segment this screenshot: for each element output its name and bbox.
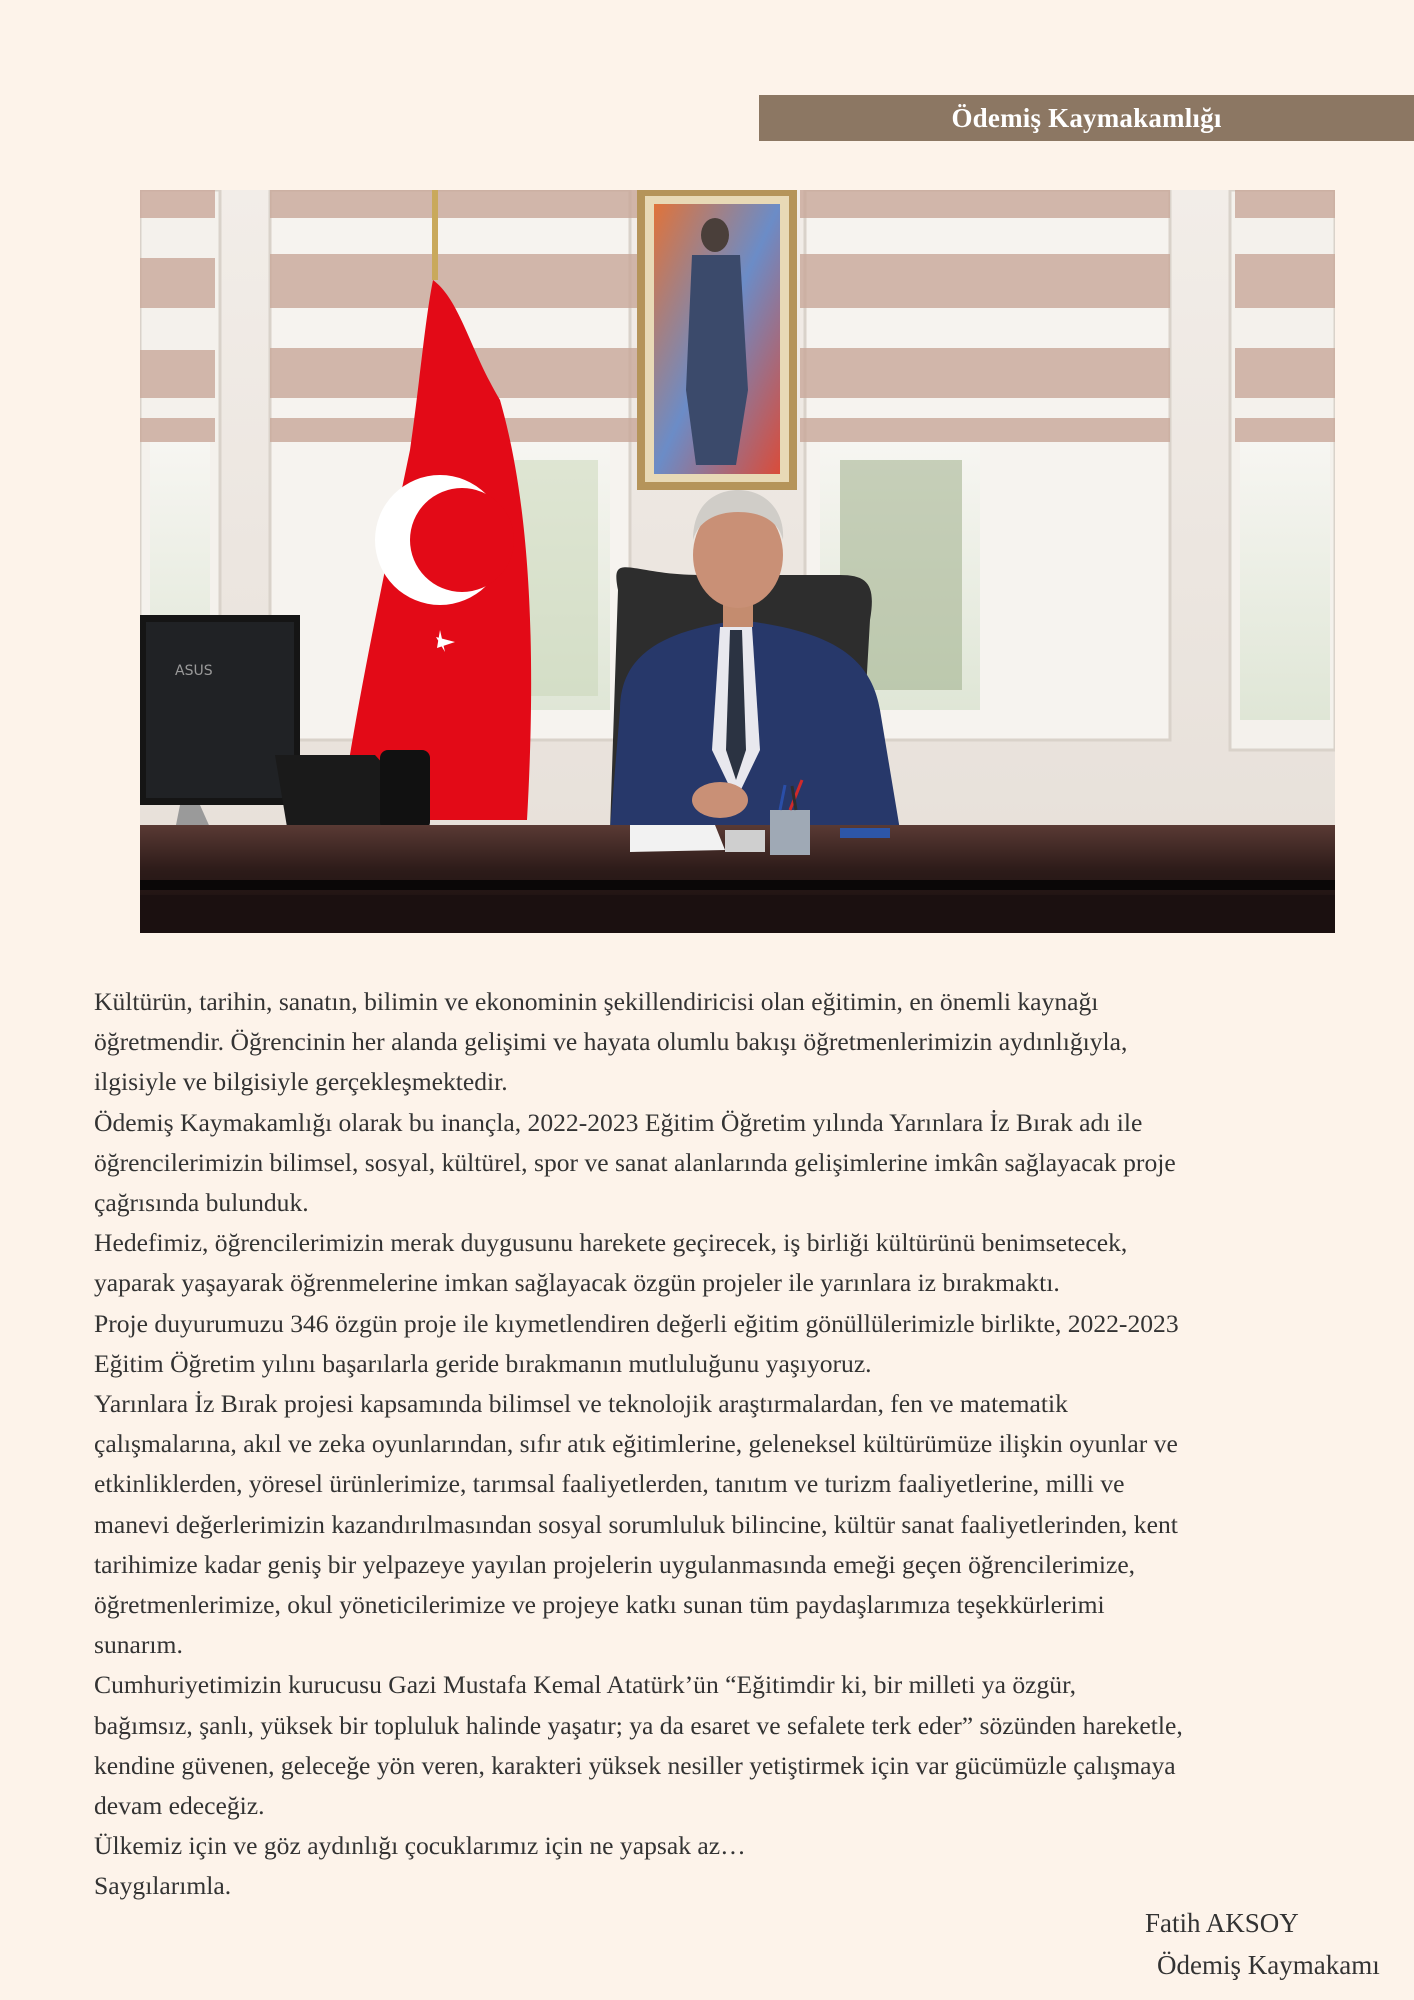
body-line: etkinliklerden, yöresel ürünlerimize, tarımsal faaliyetlerden, tanıtım ve turizm faaliyetlerine, milli ve	[94, 1469, 1125, 1499]
body-line: öğretmendir. Öğrencinin her alanda gelişimi ve hayata olumlu bakışı öğretmenlerimizin aydınlığıyla,	[94, 1027, 1128, 1057]
body-line: Hedefimiz, öğrencilerimizin merak duygusunu harekete geçirecek, iş birliği kültürünü benimsetecek,	[94, 1228, 1128, 1258]
body-line: Cumhuriyetimizin kurucusu Gazi Mustafa Kemal Atatürk’ün “Eğitimdir ki, bir milleti ya özgür,	[94, 1670, 1076, 1700]
office-portrait-photo	[140, 190, 1335, 933]
photo-illustration	[140, 190, 1335, 933]
header-banner	[759, 95, 1414, 141]
body-line: Eğitim Öğretim yılını başarılarla geride bırakmanın mutluluğunu yaşıyoruz.	[94, 1348, 872, 1378]
signature-title: Ödemiş Kaymakamı	[1157, 1950, 1380, 1980]
ataturk-portrait	[637, 190, 797, 490]
monitor-brand-label: ASUS	[175, 663, 213, 679]
body-line: Yarınlara İz Bırak projesi kapsamında bilimsel ve teknolojik araştırmalardan, fen ve matematik	[94, 1389, 1068, 1419]
body-text	[94, 982, 1412, 1907]
body-line: çalışmalarına, akıl ve zeka oyunlarından, sıfır atık eğitimlerine, geleneksel kültürümüze ilişkin oyunlar ve	[94, 1429, 1178, 1459]
body-line: Saygılarımla.	[94, 1871, 232, 1901]
header-title: Ödemiş Kaymakamlığı	[951, 102, 1222, 133]
body-line: devam edeceğiz.	[94, 1791, 265, 1821]
body-line: Proje duyurumuzu 346 özgün proje ile kıymetlendiren değerli eğitim gönüllülerimizle birlikte, 2022-2023	[94, 1308, 1179, 1338]
body-line: tarihimize kadar geniş bir yelpazeye yayılan projelerin uygulanmasında emeği geçen öğrencilerimize,	[94, 1549, 1136, 1579]
signature-name: Fatih AKSOY	[1145, 1908, 1299, 1938]
body-line: çağrısında bulunduk.	[94, 1188, 309, 1218]
body-line: ilgisiyle ve bilgisiyle gerçekleşmektedir.	[94, 1067, 508, 1097]
body-line: Ödemiş Kaymakamlığı olarak bu inançla, 2022-2023 Eğitim Öğretim yılında Yarınlara İz Bırak adı ile	[94, 1107, 1143, 1137]
body-line: bağımsız, şanlı, yüksek bir topluluk halinde yaşatır; ya da esaret ve sefalete terk eder” sözünden hareketle,	[94, 1710, 1183, 1740]
body-line: öğretmenlerimize, okul yöneticilerimize ve projeye katkı sunan tüm paydaşlarımıza teşekkürlerimi	[94, 1590, 1105, 1620]
body-line: kendine güvenen, geleceğe yön veren, karakteri yüksek nesiller yetiştirmek için var gücümüzle çalışmaya	[94, 1750, 1176, 1780]
body-line: sunarım.	[94, 1630, 183, 1660]
body-line: yaparak yaşayarak öğrenmelerine imkan sağlayacak özgün projeler ile yarınlara iz bırakmaktı.	[94, 1268, 1060, 1298]
body-line: manevi değerlerimizin kazandırılmasından sosyal sorumluluk bilincine, kültür sanat faaliyetlerinden, kent	[94, 1509, 1178, 1539]
body-line: öğrencilerimizin bilimsel, sosyal, kültürel, spor ve sanat alanlarında gelişimlerine imkân sağlayacak proje	[94, 1147, 1176, 1177]
body-line: Ülkemiz için ve göz aydınlığı çocuklarımız için ne yapsak az…	[94, 1831, 746, 1861]
body-line: Kültürün, tarihin, sanatın, bilimin ve ekonominin şekillendiricisi olan eğitimin, en önemli kaynağı	[94, 987, 1099, 1016]
